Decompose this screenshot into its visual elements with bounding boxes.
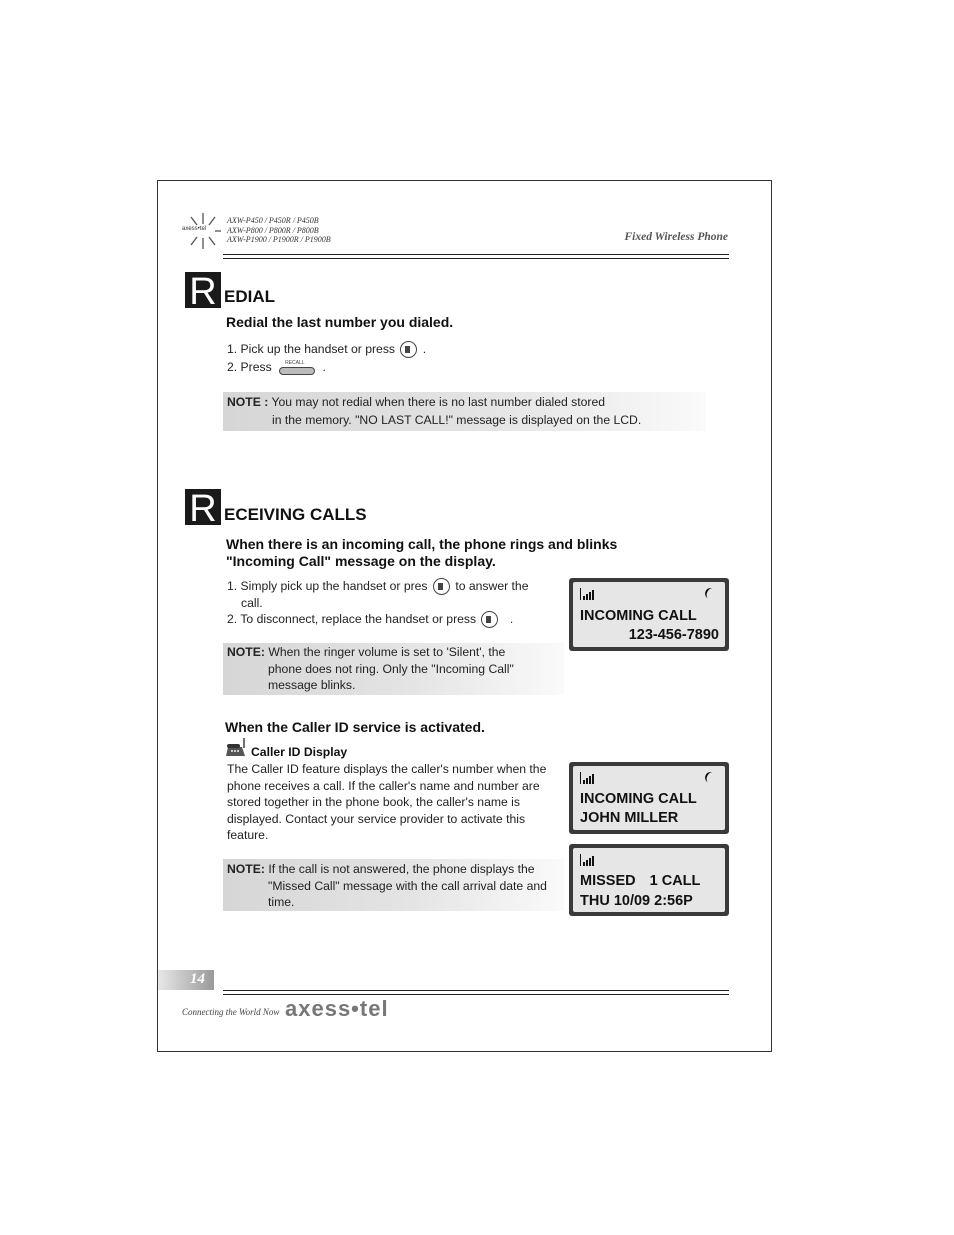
recall-label: RECALL — [285, 359, 305, 366]
handset-icon — [703, 770, 718, 785]
step-end: . — [509, 612, 514, 626]
signal-strength-icon — [580, 772, 600, 784]
step-text: 1. Pick up the handset or press — [227, 342, 396, 356]
receiving-note-text — [227, 644, 514, 694]
note-line: "Missed Call" message with the call arrival date and — [268, 878, 547, 893]
model-list — [227, 216, 331, 245]
lcd-line-2: THU 10/09 2:56P — [580, 893, 693, 909]
missed-label: MISSED — [580, 873, 636, 889]
speaker-button-icon — [433, 578, 450, 595]
subtitle-line: "Incoming Call" message on the display. — [226, 553, 496, 569]
subtitle-line: When there is an incoming call, the phone rings and blinks — [226, 536, 618, 552]
callerid-subtitle: When the Caller ID service is activated. — [225, 719, 485, 735]
note-line: time. — [268, 895, 295, 909]
callerid-feature-title: Caller ID Display — [251, 745, 348, 759]
paragraph-line: feature. — [227, 828, 269, 842]
lcd-line-1: INCOMING CALL — [580, 791, 697, 807]
note-line: If the call is not answered, the phone displays the — [268, 862, 535, 876]
step-text: 2. To disconnect, replace the handset or press — [227, 612, 477, 626]
paragraph-line: The Caller ID feature displays the caller's number when the — [227, 762, 547, 776]
step-end: . — [322, 360, 326, 374]
callerid-note-text — [227, 861, 547, 911]
note-line: message blinks. — [268, 678, 356, 692]
lcd-line-2: 123-456-7890 — [628, 627, 719, 643]
redial-step-2 — [227, 359, 326, 376]
footer-rule-thin — [223, 994, 729, 995]
page-number-badge — [158, 970, 214, 990]
paragraph-line: stored together in the phone book, the caller's name is — [227, 795, 520, 809]
section-initial-redial: R — [185, 272, 221, 308]
signal-strength-icon — [580, 854, 600, 866]
redial-subtitle: Redial the last number you dialed. — [226, 314, 454, 330]
lcd-screen — [573, 766, 725, 830]
footer-brand-logo: axess•tel — [285, 996, 389, 1021]
recall-key-icon — [279, 359, 315, 373]
model-line: AXW-P800 / P800R / P800B — [227, 225, 319, 235]
recall-key-shape — [279, 367, 315, 375]
speaker-button-icon — [481, 611, 498, 628]
receiving-step-2 — [227, 611, 513, 628]
receiving-subtitle — [226, 536, 617, 570]
paragraph-line: displayed. Contact your service provider to activate this — [227, 811, 526, 826]
lcd-display-missed — [569, 844, 729, 916]
redial-step-1 — [227, 341, 426, 358]
signal-strength-icon — [580, 588, 600, 600]
section-initial-receiving: R — [185, 489, 221, 525]
note-label: NOTE: — [227, 862, 265, 876]
page-number: 14 — [190, 971, 205, 987]
model-line: AXW-P450 / P450R / P450B — [227, 216, 319, 225]
header-rule-thin — [223, 258, 729, 259]
handset-icon — [703, 586, 718, 601]
lcd-screen — [573, 848, 725, 912]
lcd-line-1: INCOMING CALL — [580, 608, 697, 624]
section-title-receiving: ECEIVING CALLS — [224, 505, 367, 524]
redial-note-text — [227, 394, 641, 428]
note-line: in the memory. "NO LAST CALL!" message is displayed on the LCD. — [272, 412, 642, 427]
note-label: NOTE: — [227, 645, 265, 659]
section-title-redial: EDIAL — [224, 287, 275, 306]
missed-count: 1 CALL — [649, 873, 701, 889]
note-label: NOTE : — [227, 395, 269, 409]
step-text: 1. Simply pick up the handset or pres — [227, 579, 428, 593]
callerid-paragraph — [227, 761, 546, 844]
receiving-step-1 — [227, 578, 528, 612]
product-name: Fixed Wireless Phone — [624, 231, 728, 243]
paragraph-line: phone receives a call. If the caller's name and number are — [227, 778, 540, 793]
phone-icon — [224, 738, 248, 758]
header-logo-text: axess•tel — [182, 226, 207, 232]
step-end: . — [422, 342, 427, 356]
speaker-button-icon — [400, 341, 417, 358]
note-line: When the ringer volume is set to 'Silent', the — [268, 645, 506, 659]
header-rule — [223, 254, 729, 255]
lcd-line-1 — [580, 873, 700, 889]
footer-tagline: Connecting the World Now — [182, 1007, 280, 1017]
footer-rule — [223, 990, 729, 991]
model-line: AXW-P1900 / P1900R / P1900B — [227, 235, 331, 244]
step-text: call. — [241, 596, 263, 611]
lcd-screen — [573, 582, 725, 647]
step-text: 2. Press — [227, 360, 272, 374]
lcd-line-2: JOHN MILLER — [580, 810, 679, 826]
note-line: You may not redial when there is no last number dialed stored — [271, 395, 606, 409]
step-text: to answer the — [455, 579, 529, 593]
lcd-display-caller-name — [569, 762, 729, 834]
note-line: phone does not ring. Only the "Incoming Call" — [268, 661, 514, 676]
lcd-display-incoming — [569, 578, 729, 651]
